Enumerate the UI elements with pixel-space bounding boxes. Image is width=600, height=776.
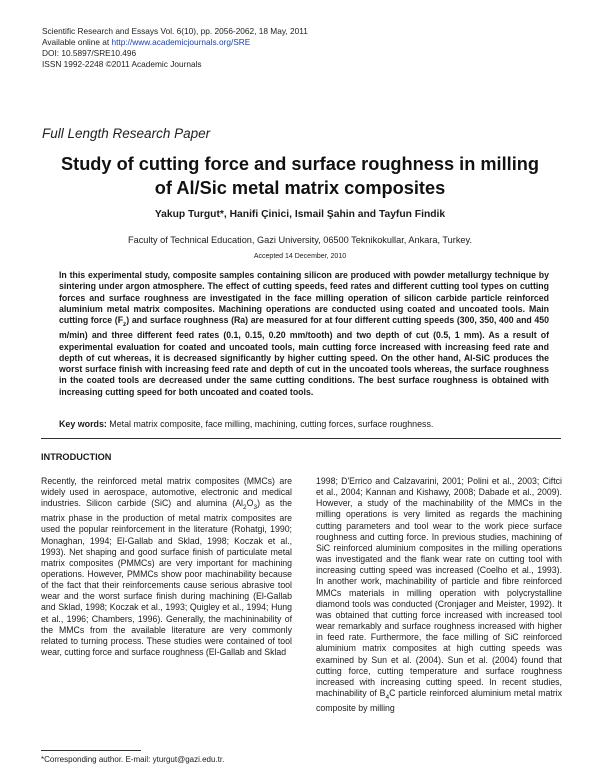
body-column-right <box>316 476 562 714</box>
doi: DOI: 10.5897/SRE10.496 <box>42 48 137 58</box>
col1-text-a: Recently, the reinforced metal matrix composites (MMCs) are widely used in aerospace, automotive, electronic and medical industries. Silicon carbide (SiC) and alumina (Al <box>41 476 292 509</box>
col2-subscript: 4 <box>385 693 390 701</box>
abstract-subscript: z <box>123 320 127 328</box>
col2-text-b: C particle reinforced aluminium metal matrix composite by milling <box>316 687 562 713</box>
abstract-text-2: ) and surface roughness (Ra) are measured for at four different cutting speeds (300, 350, 400 and 450 m/min) and three different feed rates (0.1, 0.15, 0.20 mm/tooth) and two depth of cut (0.5, 1 mm). As a result of experimental evaluation for coated and uncoated tools, main cutting force increased with increasing feed rate and depth of cut whereas, it is decreased significantly by higher cutting speed. On the other hand, Al-SiC produces the worst surface finish with increasing feed rate and depth of cut in the uncoated tools whereas, the surface roughness in the coated tools are decreased under the same cutting conditions. The best surface roughness is obtained with increasing cutting speed for both uncoated and coated tools. <box>59 315 549 397</box>
issn: ISSN 1992-2248 ©2011 Academic Journals <box>42 59 202 69</box>
body-column-left <box>41 476 292 658</box>
section-divider <box>41 438 561 439</box>
col1-text-b: O <box>246 498 254 509</box>
col1-subscript-1: 2 <box>243 504 247 512</box>
title-line-2: of Al/Sic metal matrix composites <box>154 178 446 198</box>
affiliation: Faculty of Technical Education, Gazi University, 06500 Teknikokullar, Ankara, Turkey. <box>127 235 473 245</box>
col1-subscript-2: 3 <box>253 504 258 512</box>
title-line-1: Study of cutting force and surface roughness in milling <box>61 154 539 174</box>
journal-line: Scientific Research and Essays Vol. 6(10), pp. 2056-2062, 18 May, 2011 <box>42 26 308 36</box>
introduction-heading: INTRODUCTION <box>41 452 112 462</box>
corresponding-author-footnote: *Corresponding author. E-mail: yturgut@gazi.edu.tr. <box>41 755 225 764</box>
keywords-text: Metal matrix composite, face milling, machining, cutting forces, surface roughness. <box>106 419 434 429</box>
accepted-date: Accepted 14 December, 2010 <box>253 253 347 260</box>
keywords <box>59 419 549 429</box>
availability-line <box>42 37 308 48</box>
abstract-text-1: In this experimental study, composite samples containing silicon are produced with powder metallurgy technique by sintering under argon atmosphere. The effect of cutting speeds, feed rates and different cutting tool types on cutting forces and surface roughness are investigated in the face milling operation of silicon carbide particle reinforced aluminium metal matrix composites. Machining operations are conducted using coated and uncoated tools. Main cutting force (F <box>59 270 549 326</box>
section-label: Full Length Research Paper <box>42 126 211 141</box>
paper-title <box>40 152 560 200</box>
authors: Yakup Turgut*, Hanifi Çinici, Ismail Şahin and Tayfun Findik <box>154 209 446 220</box>
col2-text-a: 1998; D'Errico and Calzavarini, 2001; Polini et al., 2003; Ciftci et al., 2004; Kannan and Kishawy, 2008; Dabade et al., 2009). However, a study of the machinability of the MMCs in the milling operations is very limited as regards the machining cutting parameters and tool wear to the work piece surface roughness and cutting force. In previous studies, machining of SiC reinforced aluminium composites in the milling operations was investigated and the flank wear rate on cutting tool with increasing cutting speed was increased (Coelho et al., 1993). In another work, machinability of particle and fibre reinforced MMCs materials in milling operation with polycrystalline diamond tools was conducted (Cronjager and Meister, 1992). It was obtained that cutting force increased with increased tool wear remarkably and surface roughness increased with higher in feed rate. Furthermore, the face milling of SiC reinforced aluminium matrix composites at high cutting speeds was examined by Sun et al. (2004). Sun et al. (2004) found that cutting force, cutting temperature and surface roughness increased with increasing cutting speed. In recent studies, machinability of B <box>316 476 562 698</box>
abstract <box>59 270 549 398</box>
footnote-divider <box>41 750 141 751</box>
col1-text-c: ) as the matrix phase in the production of metal matrix composites are used the popular reinforcement in the literature (Rohatgi, 1990; Monaghan, 1994; El-Gallab and Sklad, 1998; Koczak et al., 1993). Net shaping and good surface finish of particulate metal matrix composites (PMMCs) are very important for machining operations. However, PMMCs show poor machinability because of the fact that their reinforcements cause serious abrasive tool wear and the worst surface finish during machining (El-Gallab and Sklad, 1998; Koczak et al., 1993; Quigley et al., 1994; Hung et al., 1996; Chambers, 1996). Generally, the machininability of the MMCs from the available literature are very commonly related to turning process. These studies were contained of tool wear, cutting force and surface roughness (El-Gallab and Sklad <box>41 498 292 658</box>
journal-link[interactable]: http://www.academicjournals.org/SRE <box>111 37 251 47</box>
keywords-label: Key words: <box>59 419 107 429</box>
available-prefix: Available online at <box>42 37 112 47</box>
journal-header <box>42 26 308 70</box>
